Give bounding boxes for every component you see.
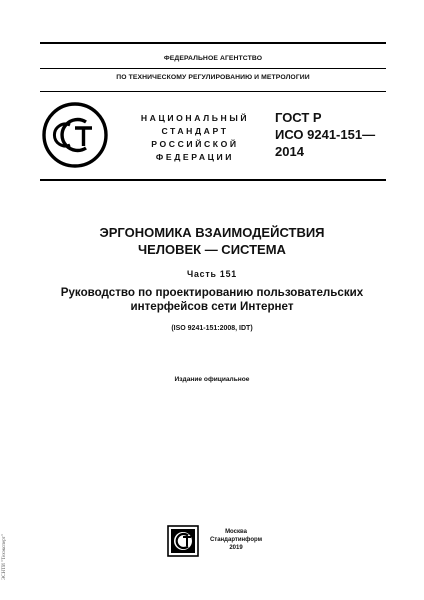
imprint-city: Москва [225, 529, 247, 535]
document-title [20, 224, 404, 258]
standard-number-line: 2014 [275, 144, 304, 159]
header-divider [40, 91, 386, 92]
iso-reference: (ISO 9241-151:2008, IDT) [171, 325, 253, 332]
imprint [208, 528, 264, 552]
title-block-rule [40, 179, 386, 181]
document-title-line2: ЧЕЛОВЕК — СИСТЕМА [138, 242, 286, 257]
agency-name-line1: ФЕДЕРАЛЬНОЕ АГЕНТСТВО [163, 55, 263, 62]
side-watermark: ЭСНТИ "Техэксперт" [2, 534, 7, 580]
top-rule [40, 42, 386, 44]
standard-type-line: НАЦИОНАЛЬНЫЙ [140, 113, 250, 123]
standard-number [275, 109, 375, 160]
standard-number-line: ИСО 9241-151— [275, 127, 376, 142]
agency-divider [40, 68, 386, 69]
standard-type [140, 112, 250, 164]
document-title-line1: ЭРГОНОМИКА ВЗАИМОДЕЙСТВИЯ [99, 225, 325, 240]
standard-type-line: РОССИЙСКОЙ [151, 139, 239, 149]
document-subtitle [20, 286, 404, 314]
gost-r-emblem-icon [42, 102, 108, 168]
document-subtitle-line2: интерфейсов сети Интернет [130, 300, 294, 313]
edition-note: Издание официальное [174, 376, 250, 383]
imprint-year: 2019 [229, 545, 243, 551]
document-subtitle-line1: Руководство по проектированию пользовательских [60, 286, 364, 299]
standard-type-line: СТАНДАРТ [161, 126, 229, 136]
agency-name-line2: ПО ТЕХНИЧЕСКОМУ РЕГУЛИРОВАНИЮ И МЕТРОЛОГИИ [116, 74, 310, 81]
standard-type-line: ФЕДЕРАЦИИ [155, 152, 235, 162]
part-number: Часть 151 [186, 269, 237, 279]
standard-number-line: ГОСТ Р [275, 110, 322, 125]
standartinform-logo-icon [167, 525, 199, 557]
imprint-publisher: Стандартинформ [209, 537, 263, 543]
